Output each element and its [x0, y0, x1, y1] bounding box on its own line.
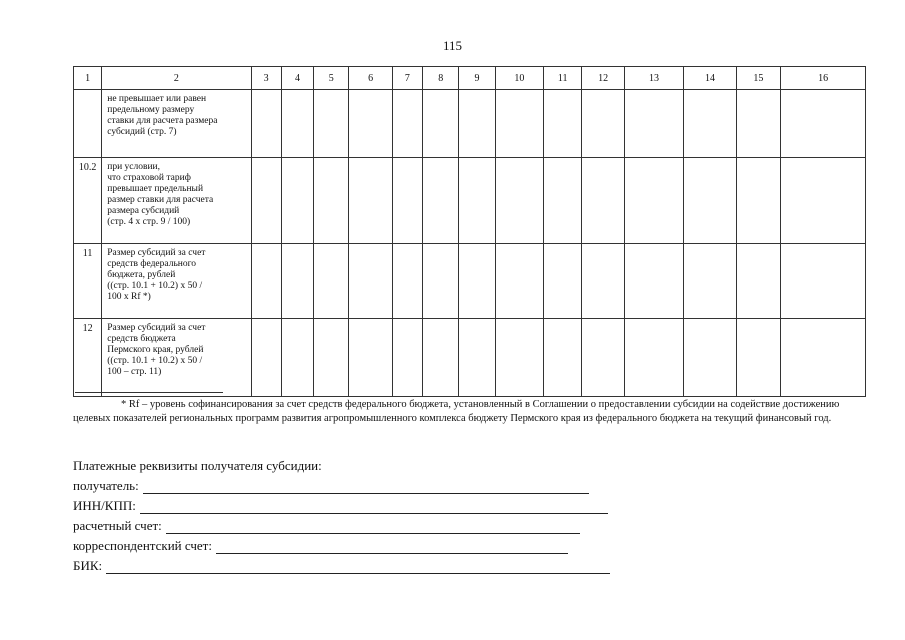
inn-kpp-blank[interactable] — [140, 500, 608, 514]
column-number-header: 13 — [624, 67, 684, 90]
column-number-header: 6 — [349, 67, 392, 90]
subsidy-calculation-table — [73, 66, 866, 397]
column-number-header: 7 — [392, 67, 422, 90]
row-description-line: предельному размеру — [107, 105, 195, 115]
empty-cell — [281, 90, 313, 158]
empty-cell — [349, 244, 392, 319]
column-number-header: 14 — [684, 67, 736, 90]
empty-cell — [423, 158, 459, 244]
row-description-line: размера субсидий — [107, 206, 180, 216]
table-row — [74, 244, 866, 319]
empty-cell — [544, 90, 582, 158]
empty-cell — [624, 244, 684, 319]
empty-cell — [736, 244, 780, 319]
column-number-header: 15 — [736, 67, 780, 90]
row-description — [102, 158, 251, 244]
empty-cell — [684, 319, 736, 397]
row-number — [74, 90, 102, 158]
row-description-line: субсидий (стр. 7) — [107, 127, 177, 137]
row-description-line: что страховой тариф — [107, 173, 191, 183]
row-description-line: при условии, — [107, 162, 161, 172]
empty-cell — [281, 158, 313, 244]
empty-cell — [624, 158, 684, 244]
table-row — [74, 319, 866, 397]
row-description — [102, 244, 251, 319]
empty-cell — [495, 319, 543, 397]
corr-account-line — [73, 538, 568, 554]
row-description-line: размер ставки для расчета — [107, 195, 214, 205]
empty-cell — [624, 319, 684, 397]
empty-cell — [495, 158, 543, 244]
empty-cell — [459, 158, 495, 244]
recipient-label: получатель: — [73, 478, 139, 493]
empty-cell — [459, 90, 495, 158]
empty-cell — [251, 244, 281, 319]
empty-cell — [423, 319, 459, 397]
table-header-row — [74, 67, 866, 90]
empty-cell — [736, 90, 780, 158]
inn-kpp-label: ИНН/КПП: — [73, 498, 136, 513]
column-number-header: 10 — [495, 67, 543, 90]
row-description-line: 100 х Rf *) — [107, 292, 151, 302]
column-number-header: 12 — [582, 67, 624, 90]
row-description — [102, 319, 251, 397]
table-row — [74, 158, 866, 244]
empty-cell — [736, 158, 780, 244]
inn-kpp-line — [73, 498, 608, 514]
row-description-line: Пермского края, рублей — [107, 345, 204, 355]
row-number: 12 — [74, 319, 102, 397]
empty-cell — [423, 244, 459, 319]
column-number-header: 8 — [423, 67, 459, 90]
empty-cell — [544, 319, 582, 397]
empty-cell — [251, 90, 281, 158]
empty-cell — [251, 319, 281, 397]
requisites-title: Платежные реквизиты получателя субсидии: — [73, 458, 322, 473]
column-number-header: 16 — [781, 67, 866, 90]
row-description-line: превышает предельный — [107, 184, 204, 194]
empty-cell — [495, 90, 543, 158]
column-number-header: 11 — [544, 67, 582, 90]
column-number-header: 2 — [102, 67, 251, 90]
bik-label: БИК: — [73, 558, 103, 573]
empty-cell — [684, 90, 736, 158]
bik-line — [73, 558, 610, 574]
empty-cell — [684, 158, 736, 244]
empty-cell — [314, 244, 349, 319]
account-blank[interactable] — [166, 520, 580, 534]
empty-cell — [582, 158, 624, 244]
empty-cell — [781, 244, 866, 319]
empty-cell — [392, 244, 422, 319]
empty-cell — [392, 319, 422, 397]
column-number-header: 4 — [281, 67, 313, 90]
empty-cell — [314, 319, 349, 397]
row-description-line: (стр. 4 х стр. 9 / 100) — [107, 217, 191, 227]
row-description-line: ставки для расчета размера — [107, 116, 218, 126]
row-description-line: бюджета, рублей — [107, 270, 176, 280]
empty-cell — [314, 90, 349, 158]
empty-cell — [582, 319, 624, 397]
row-description-line: средств федерального — [107, 259, 197, 269]
page-number: 115 — [442, 38, 463, 53]
empty-cell — [459, 319, 495, 397]
account-line — [73, 518, 580, 534]
empty-cell — [582, 244, 624, 319]
empty-cell — [392, 90, 422, 158]
row-description-line: Размер субсидий за счет — [107, 323, 206, 333]
row-description-line: 100 – стр. 11) — [107, 367, 162, 377]
empty-cell — [495, 244, 543, 319]
empty-cell — [781, 158, 866, 244]
empty-cell — [349, 319, 392, 397]
corr-account-blank[interactable] — [216, 540, 568, 554]
footnote: * Rf – уровень софинансирования за счет средств федерального бюджета, установленный в Соглашении о предоставлении субсидии на содействие достижению целевых показателей региональных программ развития агропромышленного комплекса бюджету Пермского края из федерального бюджета на текущий финансовый год. — [73, 399, 840, 424]
row-description — [102, 90, 251, 158]
row-number: 10.2 — [74, 158, 102, 244]
table-row — [74, 90, 866, 158]
empty-cell — [544, 158, 582, 244]
empty-cell — [781, 90, 866, 158]
bik-blank[interactable] — [106, 560, 610, 574]
row-description-line: не превышает или равен — [107, 94, 207, 104]
column-number-header: 5 — [314, 67, 349, 90]
empty-cell — [281, 319, 313, 397]
empty-cell — [281, 244, 313, 319]
row-description-line: средств бюджета — [107, 334, 176, 344]
recipient-blank[interactable] — [143, 480, 589, 494]
empty-cell — [582, 90, 624, 158]
empty-cell — [349, 90, 392, 158]
corr-account-label: корреспондентский счет: — [73, 538, 212, 553]
empty-cell — [684, 244, 736, 319]
account-label: расчетный счет: — [73, 518, 162, 533]
empty-cell — [314, 158, 349, 244]
column-number-header: 1 — [74, 67, 102, 90]
empty-cell — [251, 158, 281, 244]
column-number-header: 9 — [459, 67, 495, 90]
empty-cell — [736, 319, 780, 397]
recipient-line — [73, 478, 589, 494]
empty-cell — [392, 158, 422, 244]
empty-cell — [544, 244, 582, 319]
footnote-separator — [75, 392, 223, 393]
column-number-header: 3 — [251, 67, 281, 90]
row-description-line: Размер субсидий за счет — [107, 248, 206, 258]
row-description-line: ((стр. 10.1 + 10.2) х 50 / — [107, 356, 203, 366]
empty-cell — [781, 319, 866, 397]
empty-cell — [624, 90, 684, 158]
row-description-line: ((стр. 10.1 + 10.2) х 50 / — [107, 281, 203, 291]
empty-cell — [349, 158, 392, 244]
empty-cell — [423, 90, 459, 158]
row-number: 11 — [74, 244, 102, 319]
empty-cell — [459, 244, 495, 319]
